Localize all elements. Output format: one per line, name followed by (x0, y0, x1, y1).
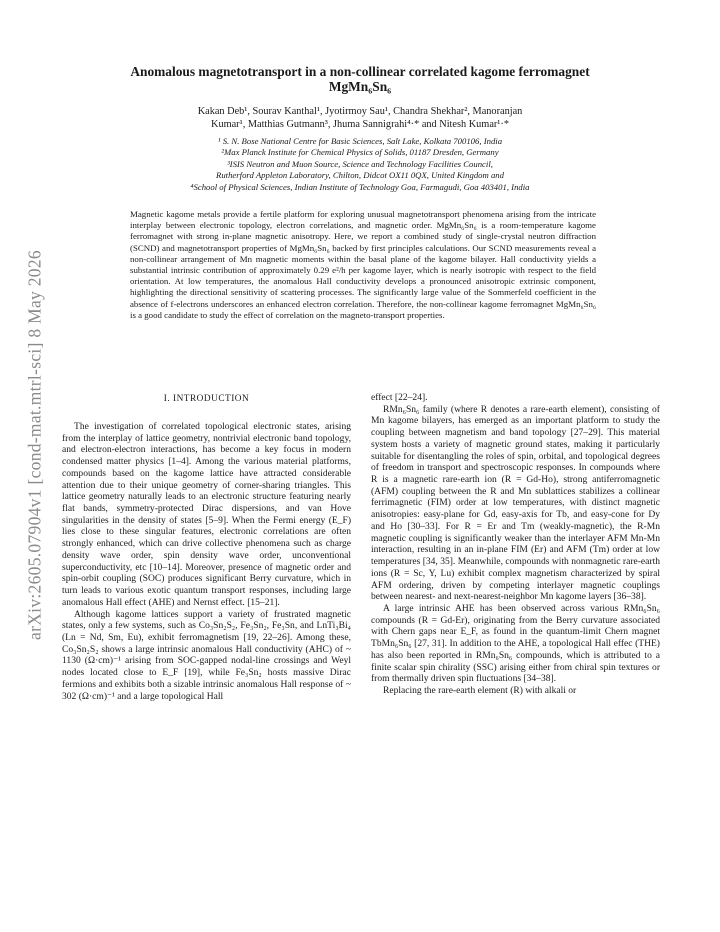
authors-line-2: Kumar¹, Matthias Gutmann³, Jhuma Sannigrahi⁴·* and Nitesh Kumar¹·* (211, 118, 509, 130)
affiliation-2: ²Max Planck Institute for Chemical Physics of Solids, 01187 Dresden, Germany (221, 147, 499, 158)
intro-paragraph-1: The investigation of correlated topological electronic states, arising from the interplay of lattice geometry, nontrivial electronic band topology, and electron-electron interactions, has become a key focus in modern condensed matter physics [1–4]. Among the various material platforms, compounds based on the kagome lattice have attracted considerable attention due to their unique geometry of corner-sharing triangles. This lattice geometry naturally leads to an electronic structure featuring nearly flat bands, symmetry-protected Dirac dispersions, and van Hove singularities in the density of states [5–9]. When the Fermi energy (E_F) lies close to these singular features, electronic correlations are often strongly enhanced, which can drive collective phenomena such as charge density wave order, spin density wave order, unconventional superconductivity, etc [10–14]. Moreover, presence of magnetic order and spin-orbit coupling (SOC) produces significant Berry curvature, which in turn leads to various exotic quantum transport responses, including large anomalous Hall effect (AHE) and Nernst effect. [15–21]. (62, 421, 351, 608)
intro-paragraph-4: A large intrinsic AHE has been observed across various RMn₆Sn₆ compounds (R = Gd-Er), originating from the Berry curvature associated with Chern gaps near E_F, as found in the quantum-limit Chern magnet TbMn₆Sn₆ [27, 31]. In addition to the AHE, a topological Hall effec (THE) has also been reported in RMn₆Sn₆ compounds, which is attributed to a finite scalar spin chirality (SSC) arising either from chiral spin textures or from thermally driven spin fluctuations [34–38]. (371, 602, 660, 685)
affiliations (90, 136, 630, 193)
intro-paragraph-3: RMn₆Sn₆ family (where R denotes a rare-earth element), consisting of Mn kagome bilayers, has emerged as an important platform to study the coupling between magnetism and band topology [27–29]. This material system hosts a variety of magnetic ground states, making it particularly suitable for disentangling the roles of spin, orbital, and topological degrees of freedom in transport and spectroscopic responses. In compounds where R is a magnetic rare-earth ion (R = Gd-Ho), strong antiferromagnetic (AFM) coupling between the R and Mn sublattices stabilizes a collinear ferrimagnetic (FIM) order at low temperatures, with distinct magnetic anisotropies: easy-plane for Gd, easy-axis for Tb, and easy-cone for Dy and Ho [30–33]. For R = Er and Tm (weakly-magnetic), the R-Mn magnetic coupling is significantly weaker than the interlayer AFM Mn-Mn interaction, resulting in an in-plane FIM (Er) and AFM (Tm) order at low temperatures [34, 35]. Meanwhile, compounds with nonmagnetic rare-earth ions (R = Sc, Y, Lu) exhibit complex magnetism characterized by spiral AFM ordering, driven by competing interlayer magnetic couplings between nearest- and next-nearest-neighbor Mn kagome layers [36–38]. (371, 403, 660, 603)
arxiv-identifier: arXiv:2605.07904v1 [cond-mat.mtrl-sci] 8 May 2026 (24, 250, 45, 640)
section-heading-introduction: I. INTRODUCTION (163, 394, 250, 404)
title-line-1: Anomalous magnetotransport in a non-collinear correlated kagome ferromagnet (130, 64, 590, 79)
affiliation-3b: Rutherford Appleton Laboratory, Chilton, Didcot OX11 0QX, United Kingdom and (216, 170, 504, 181)
intro-paragraph-continued: effect [22–24]. (371, 392, 428, 403)
intro-paragraph-2: Although kagome lattices support a variety of frustrated magnetic states, only a few systems, such as Co₃Sn₂S₂, Fe₃Sn₂, Fe₃Sn, and LnTi₃Bi₄ (Ln = Nd, Sm, Eu), exhibit ferromagnetism [19, 22–26]. Among these, Co₃Sn₂S₂ shows a large intrinsic anomalous Hall conductivity (AHC) of ~ 1130 (Ω·cm)⁻¹ arising from SOC-gapped nodal-line crossings and Weyl nodes located close to E_F [19], while Fe₃Sn₂ hosts massive Dirac fermions and exhibits both a sizable intrinsic anomalous Hall response of ~ 302 (Ω·cm)⁻¹ and a large topological Hall (62, 608, 351, 702)
authors-line-1: Kakan Deb¹, Sourav Kanthal¹, Jyotirmoy Sau¹, Chandra Shekhar², Manoranjan (197, 106, 523, 117)
author-list (110, 106, 610, 131)
affiliation-4: ⁴School of Physical Sciences, Indian Institute of Technology Goa, Farmagudi, Goa 403401, India (190, 181, 530, 192)
title-line-2: MgMn₆Sn₆ (328, 79, 392, 94)
left-column (62, 421, 351, 702)
intro-paragraph-5: Replacing the rare-earth element (R) with alkali or (383, 684, 577, 696)
right-column (371, 392, 660, 697)
abstract: Magnetic kagome metals provide a fertile platform for exploring unusual magnetotransport phenomena arising from the intricate interplay between electronic topology, electron correlations, and magnetic order. MgMn₆Sn₆ is a room-temperature kagome ferromagnet with strong in-plane magnetic anisotropy. Here, we report a combined study of single-crystal neutron diffraction (SCND) and magnetotransport properties of MgMn₆Sn₆ backed by first principles calculations. Our SCND measurements reveal a non-collinear arrangement of Mn magnetic moments within the basal plane of the kagome bilayer. Hall conductivity yields a substantial intrinsic contribution of approximately 0.29 e²/h per kagome layer, which is nearly isotropic with respect to the field orientation. At low temperatures, the anomalous Hall conductivity develops a pronounced anisotropic extrinsic component, highlighting the directional sensitivity of scattering processes. The significantly large value of the Sommerfeld coefficient in the absence of f-electrons underscores an enhanced electron correlation. Therefore, the non-collinear kagome ferromagnet MgMn₆Sn₆ is a good candidate to study the effect of correlation on the magneto-transport properties. (130, 209, 596, 320)
affiliation-3a: ³ISIS Neutron and Muon Source, Science and Technology Facilities Council, (227, 158, 493, 169)
arxiv-sidebar (22, 195, 48, 695)
affiliation-1: ¹ S. N. Bose National Centre for Basic Sciences, Salt Lake, Kolkata 700106, India (217, 136, 503, 146)
paper-title (60, 64, 660, 94)
